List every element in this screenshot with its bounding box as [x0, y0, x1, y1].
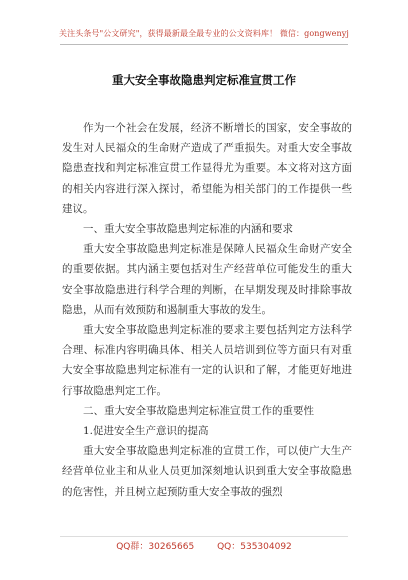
- paragraph-requirements: 重大安全事故隐患判定标准的要求主要包括判定方法科学合理、标准内容明确具体、相关人员培训到位等方面只有对重大安全事故隐患判定标准有一定的认识和了解，才能更好地进行事故隐患判定工作。: [62, 324, 352, 397]
- footer-divider: [60, 536, 348, 537]
- header-promo: 关注头条号"公文研究"，获得最新最全最专业的公文资料库！ 微信：gongwenyj: [59, 29, 349, 38]
- document-body: [62, 118, 352, 502]
- paragraph-definition: 重大安全事故隐患判定标准是保障人民福众生命财产安全的重要依据。其内涵主要包括对生产经营单位可能发生的重大安全事故隐患进行科学合理的判断，在早期发现及时排除事故隐患，从而有效预防和遏制重大事故的发生。: [62, 243, 352, 316]
- subsection-heading-1: 1.促进安全生产意识的提高: [83, 425, 209, 438]
- header-divider: [60, 44, 348, 45]
- footer-qq-group: QQ群：30265665: [116, 542, 195, 552]
- footer-contacts: [0, 539, 408, 552]
- section-heading-2: 二、重大安全事故隐患判定标准宣贯工作的重要性: [83, 404, 314, 417]
- paragraph-awareness: 重大安全事故隐患判定标准的宣贯工作，可以使广大生产经营单位业主和从业人员更加深刻地认识到重大安全事故隐患的危害性，并且树立起预防重大安全事故的强烈: [62, 445, 352, 498]
- document-title: 重大安全事故隐患判定标准宣贯工作: [112, 73, 296, 87]
- footer-qq: QQ：535304092: [217, 542, 292, 552]
- section-heading-1: 一、重大安全事故隐患判定标准的内涵和要求: [83, 223, 293, 236]
- paragraph-intro: 作为一个社会在发展，经济不断增长的国家，安全事故的发生对人民福众的生命财产造成了严重损失。对重大安全事故隐患查找和判定标准宣贯工作显得尤为重要。本文将对这方面的相关内容进行深入探讨，希望能为相关部门的工作提供一些建议。: [62, 122, 352, 215]
